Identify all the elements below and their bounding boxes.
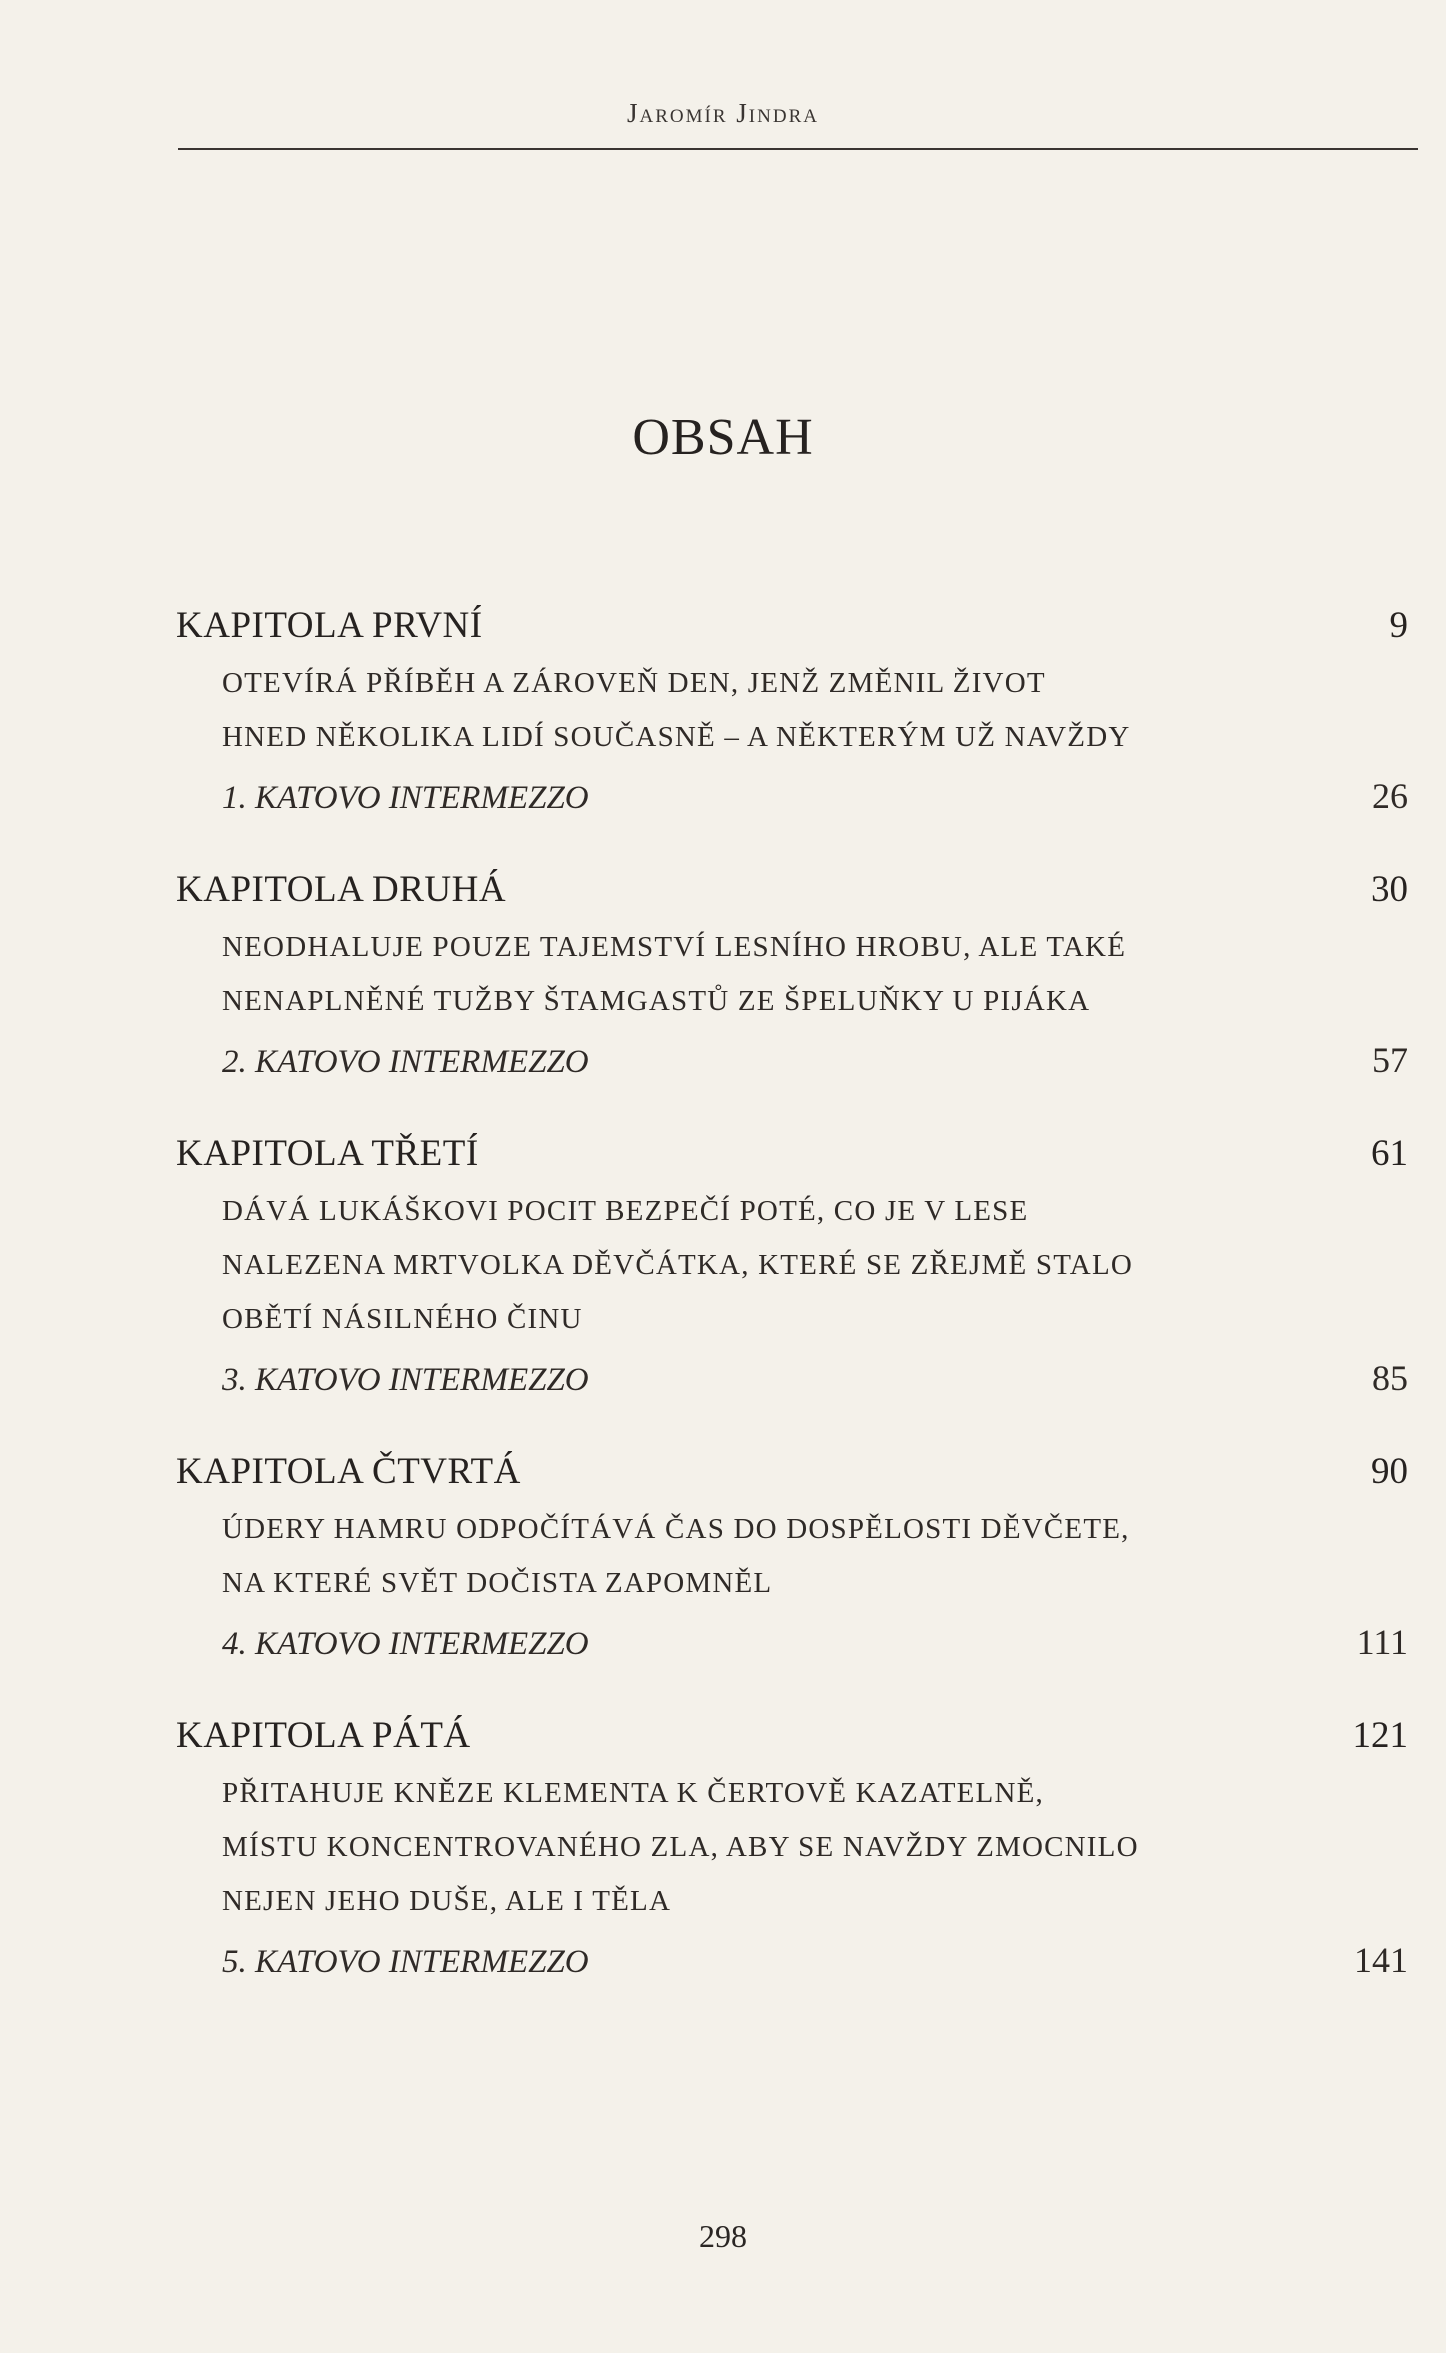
description-line: NEJEN JEHO DUŠE, ALE I TĚLA [222, 1885, 672, 1917]
intermezzo-page-number: 26 [1372, 776, 1408, 816]
chapter-title: KAPITOLA DRUHÁ [176, 869, 507, 910]
chapter-description [176, 1766, 1408, 1928]
chapter-page-number: 121 [1352, 1715, 1408, 1756]
intermezzo-row[interactable] [176, 1610, 1408, 1674]
toc-chapter-5 [176, 1706, 1408, 1992]
description-line: NENAPLNĚNÉ TUŽBY ŠTAMGASTŮ ZE ŠPELUŇKY U PIJÁKA [222, 985, 1091, 1017]
intermezzo-row[interactable] [176, 1928, 1408, 1992]
intermezzo-page-number: 57 [1372, 1040, 1408, 1080]
description-line: ÚDERY HAMRU ODPOČÍTÁVÁ ČAS DO DOSPĚLOSTI DĚVČETE, [222, 1513, 1130, 1545]
chapter-page-number: 90 [1371, 1451, 1408, 1492]
chapter-row[interactable] [176, 596, 1408, 656]
chapter-title: KAPITOLA PÁTÁ [176, 1715, 471, 1756]
chapter-description [176, 920, 1408, 1028]
description-line: PŘITAHUJE KNĚZE KLEMENTA K ČERTOVĚ KAZATELNĚ, [222, 1777, 1044, 1809]
chapter-row[interactable] [176, 1442, 1408, 1502]
chapter-title: KAPITOLA PRVNÍ [176, 605, 483, 646]
toc-chapter-1 [176, 596, 1408, 828]
description-line: NEODHALUJE POUZE TAJEMSTVÍ LESNÍHO HROBU, ALE TAKÉ [222, 931, 1127, 963]
chapter-row[interactable] [176, 1124, 1408, 1184]
intermezzo-title: 3. KATOVO INTERMEZZO [222, 1362, 589, 1398]
description-line: OBĚTÍ NÁSILNÉHO ČINU [222, 1303, 583, 1335]
chapter-page-number: 30 [1371, 869, 1408, 910]
table-of-contents [176, 596, 1408, 2024]
chapter-description [176, 1502, 1408, 1610]
intermezzo-title: 2. KATOVO INTERMEZZO [222, 1044, 589, 1080]
toc-chapter-2 [176, 860, 1408, 1092]
chapter-title: KAPITOLA TŘETÍ [176, 1133, 479, 1174]
intermezzo-title: 1. KATOVO INTERMEZZO [222, 780, 589, 816]
intermezzo-title: 4. KATOVO INTERMEZZO [222, 1626, 589, 1662]
description-line: DÁVÁ LUKÁŠKOVI POCIT BEZPEČÍ POTÉ, CO JE V LESE [222, 1195, 1029, 1227]
intermezzo-title: 5. KATOVO INTERMEZZO [222, 1944, 589, 1980]
chapter-description [176, 656, 1408, 764]
header-rule [178, 148, 1418, 150]
chapter-page-number: 61 [1371, 1133, 1408, 1174]
intermezzo-row[interactable] [176, 1346, 1408, 1410]
page-number: 298 [699, 2218, 747, 2254]
chapter-row[interactable] [176, 1706, 1408, 1766]
description-line: OTEVÍRÁ PŘÍBĚH A ZÁROVEŇ DEN, JENŽ ZMĚNIL ŽIVOT [222, 667, 1046, 699]
running-header-author: Jaromír Jindra [627, 98, 819, 128]
chapter-title: KAPITOLA ČTVRTÁ [176, 1451, 521, 1492]
toc-chapter-3 [176, 1124, 1408, 1410]
chapter-page-number: 9 [1389, 605, 1408, 646]
chapter-description [176, 1184, 1408, 1346]
intermezzo-row[interactable] [176, 1028, 1408, 1092]
description-line: NALEZENA MRTVOLKA DĚVČÁTKA, KTERÉ SE ZŘEJMĚ STALO [222, 1249, 1134, 1281]
description-line: MÍSTU KONCENTROVANÉHO ZLA, ABY SE NAVŽDY ZMOCNILO [222, 1831, 1139, 1863]
description-line: HNED NĚKOLIKA LIDÍ SOUČASNĚ – A NĚKTERÝM UŽ NAVŽDY [222, 721, 1131, 753]
toc-chapter-4 [176, 1442, 1408, 1674]
intermezzo-page-number: 85 [1372, 1358, 1408, 1398]
chapter-row[interactable] [176, 860, 1408, 920]
intermezzo-page-number: 141 [1354, 1940, 1408, 1980]
intermezzo-page-number: 111 [1356, 1622, 1408, 1662]
description-line: NA KTERÉ SVĚT DOČISTA ZAPOMNĚL [222, 1567, 773, 1599]
intermezzo-row[interactable] [176, 764, 1408, 828]
page-title: OBSAH [632, 409, 814, 466]
